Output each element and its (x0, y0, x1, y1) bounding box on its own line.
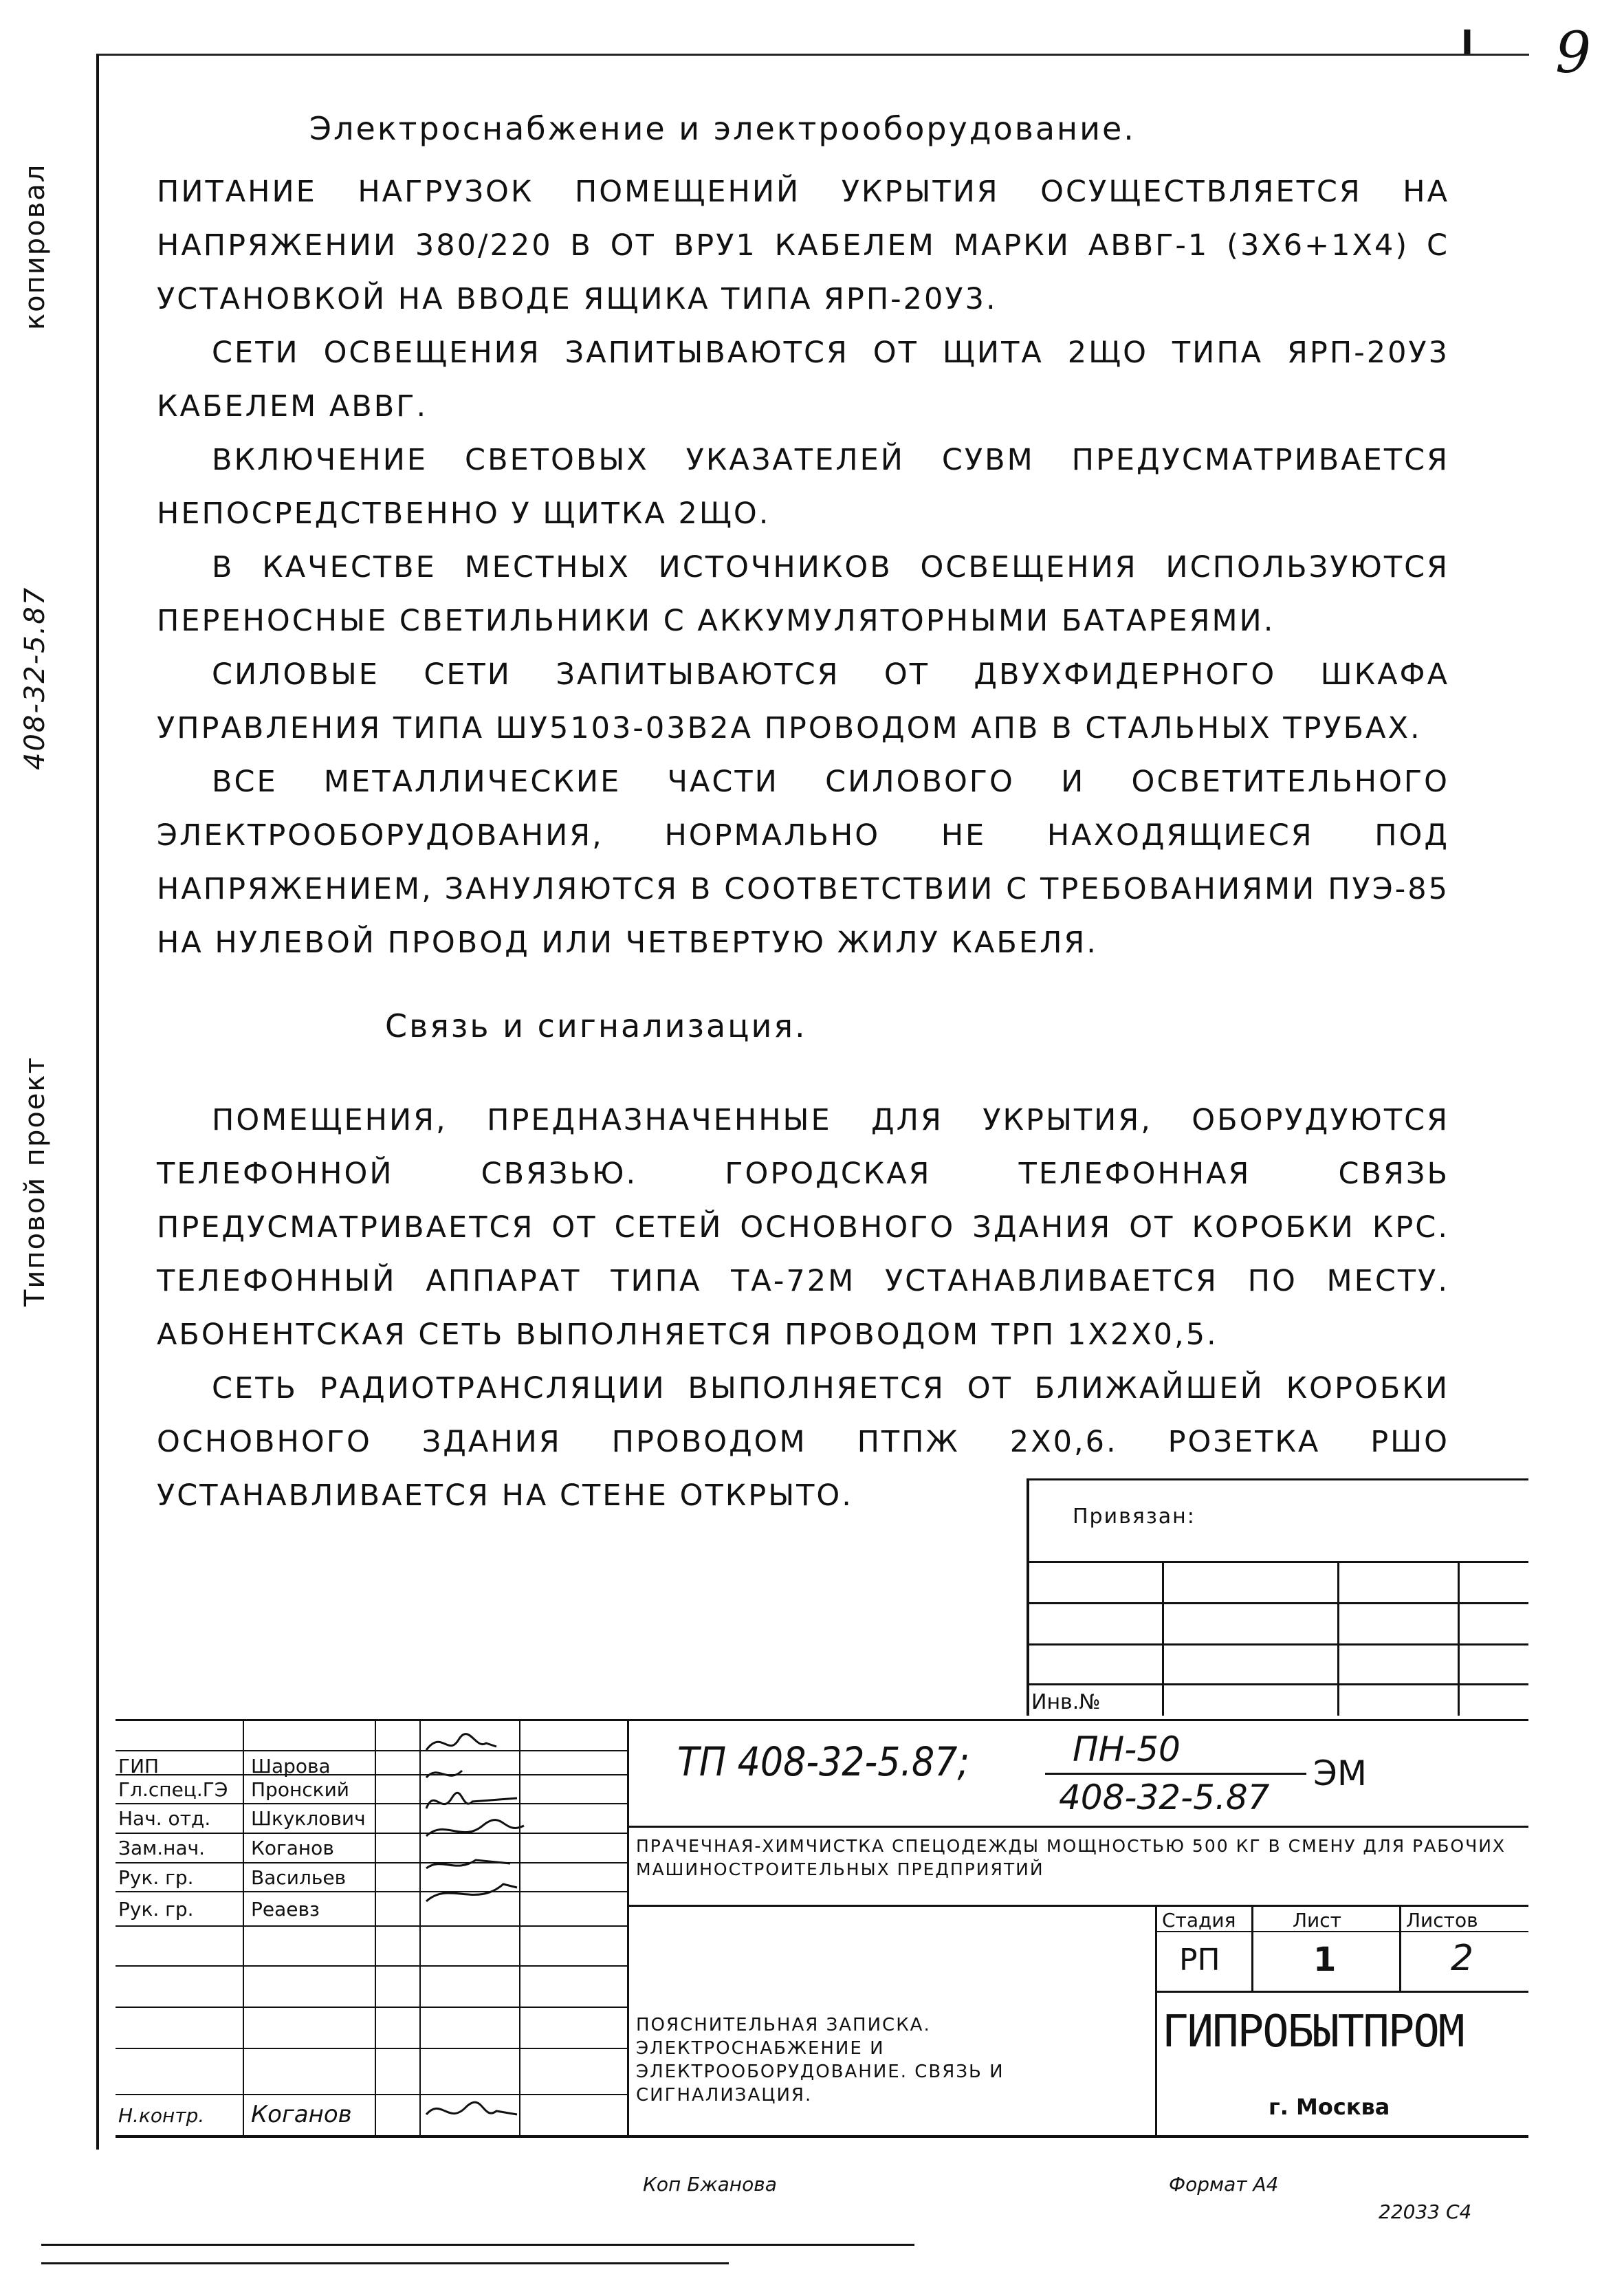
footer-format: Формат А4 (1169, 2173, 1279, 2196)
section2-paragraph: ПОМЕЩЕНИЯ, ПРЕДНАЗНАЧЕННЫЕ ДЛЯ УКРЫТИЯ, ОБОРУДУЮТСЯ ТЕЛЕФОННОЙ СВЯЗЬЮ. ГОРОДСКАЯ ТЕЛЕФОННАЯ СВЯЗЬ ПРЕДУСМАТРИВАЕТСЯ ОТ СЕТЕЙ ОСНОВНОГО ЗДАНИЯ ОТ КОРОБКИ КРС. ТЕЛЕФОННЫЙ АППАРАТ ТИПА ТА-72М УСТАНАВЛИВАЕТСЯ ПО МЕСТУ. АБОНЕНТСКАЯ СЕТЬ ВЫПОЛНЯЕТСЯ ПРОВОДОМ ТРП 1Х2Х0,5. (157, 1103, 1449, 1352)
staff-role: ГИП (118, 1755, 160, 1778)
signature-mark (426, 1734, 496, 1750)
doc-code-numerator: ПН-50 (1073, 1729, 1181, 1769)
staff-role: Н.контр. (118, 2104, 205, 2127)
section2-title: Связь и сигнализация. (385, 1007, 807, 1045)
footer-number: 22033 С4 (1379, 2200, 1472, 2223)
staff-name: Шкуклович (251, 1807, 366, 1830)
organization-name: ГИПРОБЫТПРОМ (1162, 2007, 1464, 2057)
staff-name: Васильев (251, 1866, 347, 1889)
staff-role: Рук. гр. (118, 1898, 194, 1921)
corner-mark: I (1461, 23, 1473, 62)
doc-code: ТП 408-32-5.87; (677, 1738, 970, 1785)
section2-paragraph: СЕТЬ РАДИОТРАНСЛЯЦИИ ВЫПОЛНЯЕТСЯ ОТ БЛИЖАЙШЕЙ КОРОБКИ ОСНОВНОГО ЗДАНИЯ ПРОВОДОМ ПТПЖ 2Х0,6. РОЗЕТКА РШО УСТАНАВЛИВАЕТСЯ НА СТЕНЕ ОТКРЫТО. (157, 1371, 1449, 1513)
staff-name: Пронский (251, 1778, 349, 1801)
sheet-value: 1 (1313, 1940, 1337, 1979)
object-name: ПРАЧЕЧНАЯ-ХИМЧИСТКА СПЕЦОДЕЖДЫ МОЩНОСТЬЮ 500 КГ В СМЕНУ ДЛЯ РАБОЧИХ МАШИНОСТРОИТЕЛЬНЫХ ПРЕДПРИЯТИЙ (636, 1836, 1506, 1879)
inventory-number-label: Инв.№ (1031, 1690, 1101, 1714)
footer-copied-by: Коп Бжанова (643, 2173, 777, 2196)
page-number: 9 (1555, 21, 1592, 86)
staff-role: Гл.спец.ГЭ (118, 1778, 228, 1801)
staff-name: Коганов (251, 1837, 334, 1859)
section2-body (157, 1093, 1449, 1522)
bottom-rule (41, 2262, 729, 2264)
section1-paragraph: ВКЛЮЧЕНИЕ СВЕТОВЫХ УКАЗАТЕЛЕЙ СУВМ ПРЕДУСМАТРИВАЕТСЯ НЕПОСРЕДСТВЕННО У ЩИТКА 2ЩО. (157, 443, 1449, 531)
signature-mark (426, 1860, 510, 1868)
doc-code-denominator: 408-32-5.87 (1059, 1778, 1270, 1817)
section1-body (157, 165, 1449, 970)
staff-name: Коганов (251, 2101, 352, 2128)
signatures (421, 1723, 627, 2135)
section1-paragraph: СИЛОВЫЕ СЕТИ ЗАПИТЫВАЮТСЯ ОТ ДВУХФИДЕРНОГО ШКАФА УПРАВЛЕНИЯ ТИПА ШУ5103-03В2А ПРОВОДОМ АПВ В СТАЛЬНЫХ ТРУБАХ. (157, 657, 1449, 745)
staff-role: Нач. отд. (118, 1807, 211, 1830)
sheet-title: ПОЯСНИТЕЛЬНАЯ ЗАПИСКА. ЭЛЕКТРОСНАБЖЕНИЕ И ЭЛЕКТРООБОРУДОВАНИЕ. СВЯЗЬ И СИГНАЛИЗАЦИЯ. (636, 2015, 1005, 2106)
section1-title: Электроснабжение и электрооборудование. (309, 110, 1136, 147)
sheets-value: 2 (1451, 1938, 1474, 1979)
stage-value: РП (1179, 1943, 1220, 1978)
bound-label: Привязан: (1073, 1505, 1196, 1529)
signature-mark (426, 2102, 517, 2114)
section1-paragraph: ВСЕ МЕТАЛЛИЧЕСКИЕ ЧАСТИ СИЛОВОГО И ОСВЕТИТЕЛЬНОГО ЭЛЕКТРООБОРУДОВАНИЯ, НОРМАЛЬНО НЕ НАХОДЯЩИЕСЯ ПОД НАПРЯЖЕНИЕМ, ЗАНУЛЯЮТСЯ В СООТВЕТСТВИИ С ТРЕБОВАНИЯМИ ПУЭ-85 НА НУЛЕВОЙ ПРОВОД ИЛИ ЧЕТВЕРТУЮ ЖИЛУ КАБЕЛЯ. (157, 765, 1449, 960)
signature-mark (426, 1820, 524, 1836)
doc-code-suffix: ЭМ (1313, 1753, 1368, 1793)
side-label-series: Типовой проект (19, 1056, 51, 1307)
sheet-header: Лист (1293, 1909, 1341, 1932)
signature-mark (426, 1771, 462, 1778)
staff-role: Рук. гр. (118, 1866, 194, 1889)
sheets-header: Листов (1406, 1909, 1478, 1932)
stage-header: Стадия (1162, 1909, 1236, 1932)
bottom-rule (41, 2244, 914, 2246)
staff-role: Зам.нач. (118, 1837, 206, 1859)
section1-paragraph: СЕТИ ОСВЕЩЕНИЯ ЗАПИТЫВАЮТСЯ ОТ ЩИТА 2ЩО ТИПА ЯРП-20У3 КАБЕЛЕМ АВВГ. (157, 336, 1449, 424)
signature-mark (426, 1793, 517, 1808)
signature-mark (426, 1884, 517, 1901)
section1-paragraph: В КАЧЕСТВЕ МЕСТНЫХ ИСТОЧНИКОВ ОСВЕЩЕНИЯ ИСПОЛЬЗУЮТСЯ ПЕРЕНОСНЫЕ СВЕТИЛЬНИКИ С АККУМУЛЯТОРНЫМИ БАТАРЕЯМИ. (157, 550, 1449, 638)
organization-city: г. Москва (1269, 2094, 1390, 2120)
section1-paragraph: ПИТАНИЕ НАГРУЗОК ПОМЕЩЕНИЙ УКРЫТИЯ ОСУЩЕСТВЛЯЕТСЯ НА НАПРЯЖЕНИИ 380/220 В ОТ ВРУ1 КАБЕЛЕМ МАРКИ АВВГ-1 (3Х6+1Х4) С УСТАНОВКОЙ НА ВВОДЕ ЯЩИКА ТИПА ЯРП-20У3. (157, 175, 1449, 316)
staff-name: Реаевз (251, 1898, 320, 1921)
side-label-project-code: 408-32-5.87 (19, 586, 51, 770)
side-label-copied: копировал (19, 163, 51, 330)
staff-name: Шарова (251, 1755, 331, 1778)
